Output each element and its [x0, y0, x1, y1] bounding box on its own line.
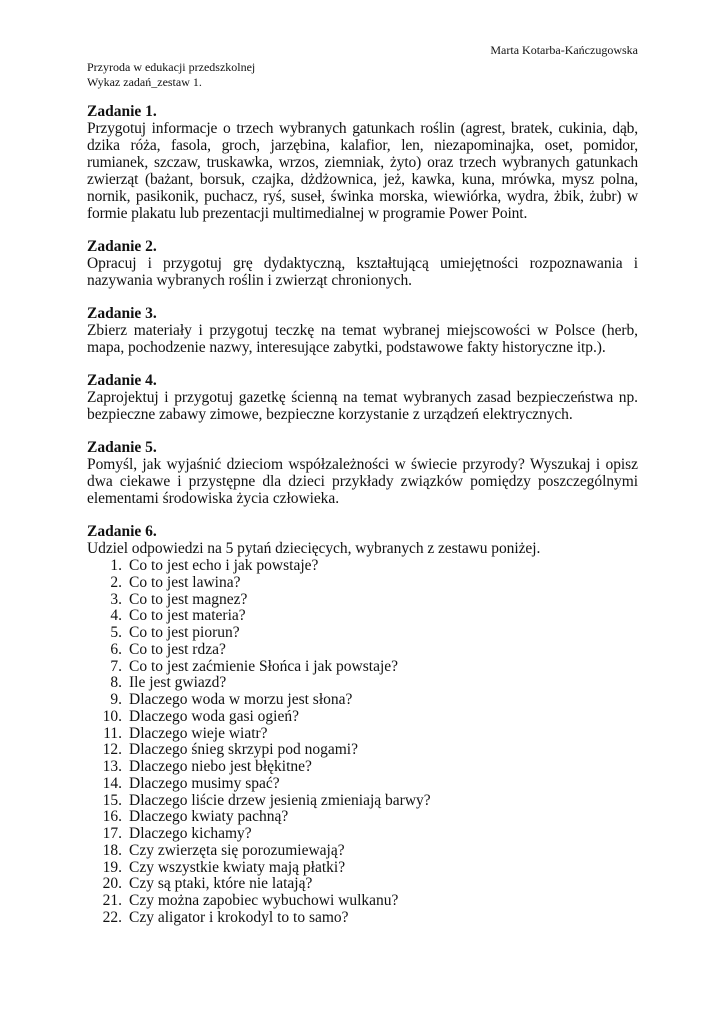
question-number: 16.: [102, 808, 122, 826]
task-title: Zadanie 6.: [87, 523, 157, 540]
question-item: [87, 909, 638, 926]
task-title: Zadanie 5.: [87, 439, 157, 456]
task-list: [87, 103, 638, 926]
task-title: Zadanie 1.: [87, 103, 157, 120]
task-text: Pomyśl, jak wyjaśnić dzieciom współzależności w świecie przyrody? Wyszukaj i opisz dwa ciekawe i przystępne dla dzieci przykłady związków pomiędzy poszczególnymi elementami środowiska życia człowieka.: [87, 456, 638, 507]
task-4: [87, 372, 638, 423]
question-number: 2.: [110, 573, 122, 591]
question-text: Dlaczego liście drzew jesienią zmieniają barwy?: [129, 791, 431, 809]
question-item: [87, 691, 638, 708]
question-number: 5.: [110, 624, 122, 641]
task-1: [87, 103, 638, 222]
question-text: Dlaczego śnieg skrzypi pod nogami?: [129, 741, 358, 759]
course-title: Przyroda w edukacji przedszkolnej: [87, 60, 256, 74]
question-item: [87, 725, 638, 742]
question-number: 6.: [110, 640, 122, 658]
question-text: Co to jest zaćmienie Słońca i jak powstaje?: [129, 657, 399, 675]
question-text: Czy można zapobiec wybuchowi wulkanu?: [129, 892, 399, 909]
question-item: [87, 674, 638, 691]
question-text: Co to jest materia?: [129, 607, 246, 625]
question-item: [87, 825, 638, 842]
question-item: [87, 624, 638, 641]
question-number: 8.: [110, 674, 122, 692]
question-text: Czy zwierzęta się porozumiewają?: [129, 841, 345, 859]
question-number: 20.: [102, 875, 122, 893]
question-text: Czy wszystkie kwiaty mają płatki?: [129, 858, 346, 876]
question-item: [87, 658, 638, 675]
task-6: [87, 523, 638, 926]
task-text: Zaprojektuj i przygotuj gazetkę ścienną na temat wybranych zasad bezpieczeństwa np. bezpieczne zabawy zimowe, bezpieczne korzystanie z urządzeń elektrycznych.: [87, 389, 638, 423]
question-item: [87, 808, 638, 825]
question-item: [87, 758, 638, 775]
question-text: Dlaczego niebo jest błękitne?: [129, 758, 312, 775]
task-3: [87, 305, 638, 356]
question-text: Dlaczego wieje wiatr?: [129, 724, 268, 742]
question-number: 9.: [110, 691, 122, 708]
question-text: Co to jest rdza?: [129, 640, 226, 658]
question-item: [87, 741, 638, 758]
question-number: 12.: [102, 741, 122, 759]
question-number: 10.: [102, 707, 122, 725]
question-number: 14.: [102, 774, 122, 792]
task-title: Zadanie 2.: [87, 238, 157, 255]
task-title: Zadanie 3.: [87, 305, 157, 322]
question-text: Co to jest lawina?: [129, 573, 241, 591]
question-item: [87, 859, 638, 876]
question-text: Czy aligator i krokodyl to to samo?: [129, 908, 349, 926]
question-text: Ile jest gwiazd?: [129, 674, 227, 692]
question-text: Dlaczego woda w morzu jest słona?: [129, 691, 353, 708]
question-text: Czy są ptaki, które nie latają?: [129, 875, 313, 893]
question-number: 17.: [102, 825, 122, 842]
question-number: 1.: [110, 557, 122, 574]
question-item: [87, 775, 638, 792]
question-text: Co to jest magnez?: [129, 590, 248, 608]
task-text: Zbierz materiały i przygotuj teczkę na temat wybranej miejscowości w Polsce (herb, mapa, pochodzenie nazwy, interesujące zabytki, podstawowe fakty historyczne itp.).: [87, 322, 638, 356]
question-number: 7.: [110, 657, 122, 675]
question-item: [87, 792, 638, 809]
question-item: [87, 892, 638, 909]
task-5: [87, 439, 638, 507]
task-text: Przygotuj informacje o trzech wybranych gatunkach roślin (agrest, bratek, cukinia, dąb, dzika róża, fasola, groch, jarzębina, kalafior, len, niezapominajka, oset, pomidor, rumianek, szczaw, truskawka, wrzos, ziemniak, żyto) oraz trzech wybranych gatunkach zwierząt (bażant, borsuk, czajka, dżdżownica, jeż, kawka, kuna, mrówka, mysz polna, nornik, pasikonik, puchacz, ryś, suseł, świnka morska, wiewiórka, wydra, żbik, żubr) w formie plakatu lub prezentacji multimedialnej w programie Power Point.: [87, 120, 638, 222]
question-number: 13.: [102, 758, 122, 775]
question-item: [87, 574, 638, 591]
question-text: Dlaczego kwiaty pachną?: [129, 808, 289, 826]
question-text: Dlaczego woda gasi ogień?: [129, 707, 300, 725]
question-number: 18.: [102, 841, 122, 859]
question-text: Co to jest piorun?: [129, 624, 240, 641]
task-text: Opracuj i przygotuj grę dydaktyczną, kształtującą umiejętności rozpoznawania i nazywania wybranych roślin i zwierząt chronionych.: [87, 255, 638, 289]
question-number: 22.: [102, 908, 122, 926]
question-item: [87, 557, 638, 574]
question-text: Dlaczego kichamy?: [129, 825, 252, 842]
question-item: [87, 875, 638, 892]
author-name: Marta Kotarba-Kańczugowska: [490, 43, 638, 57]
question-item: [87, 641, 638, 658]
task-2: [87, 238, 638, 289]
task-set-title: Wykaz zadań_zestaw 1.: [87, 75, 202, 89]
task-text: Udziel odpowiedzi na 5 pytań dziecięcych, wybranych z zestawu poniżej.: [87, 540, 541, 557]
question-number: 19.: [102, 858, 122, 876]
question-number: 4.: [110, 607, 122, 625]
task-title: Zadanie 4.: [87, 372, 157, 389]
question-item: [87, 591, 638, 608]
question-item: [87, 842, 638, 859]
question-number: 3.: [110, 590, 122, 608]
question-number: 11.: [103, 724, 122, 742]
question-item: [87, 708, 638, 725]
question-text: Co to jest echo i jak powstaje?: [129, 557, 319, 574]
question-number: 15.: [102, 791, 122, 809]
question-item: [87, 607, 638, 624]
question-list: [87, 557, 638, 926]
question-text: Dlaczego musimy spać?: [129, 774, 280, 792]
question-number: 21.: [102, 892, 122, 909]
